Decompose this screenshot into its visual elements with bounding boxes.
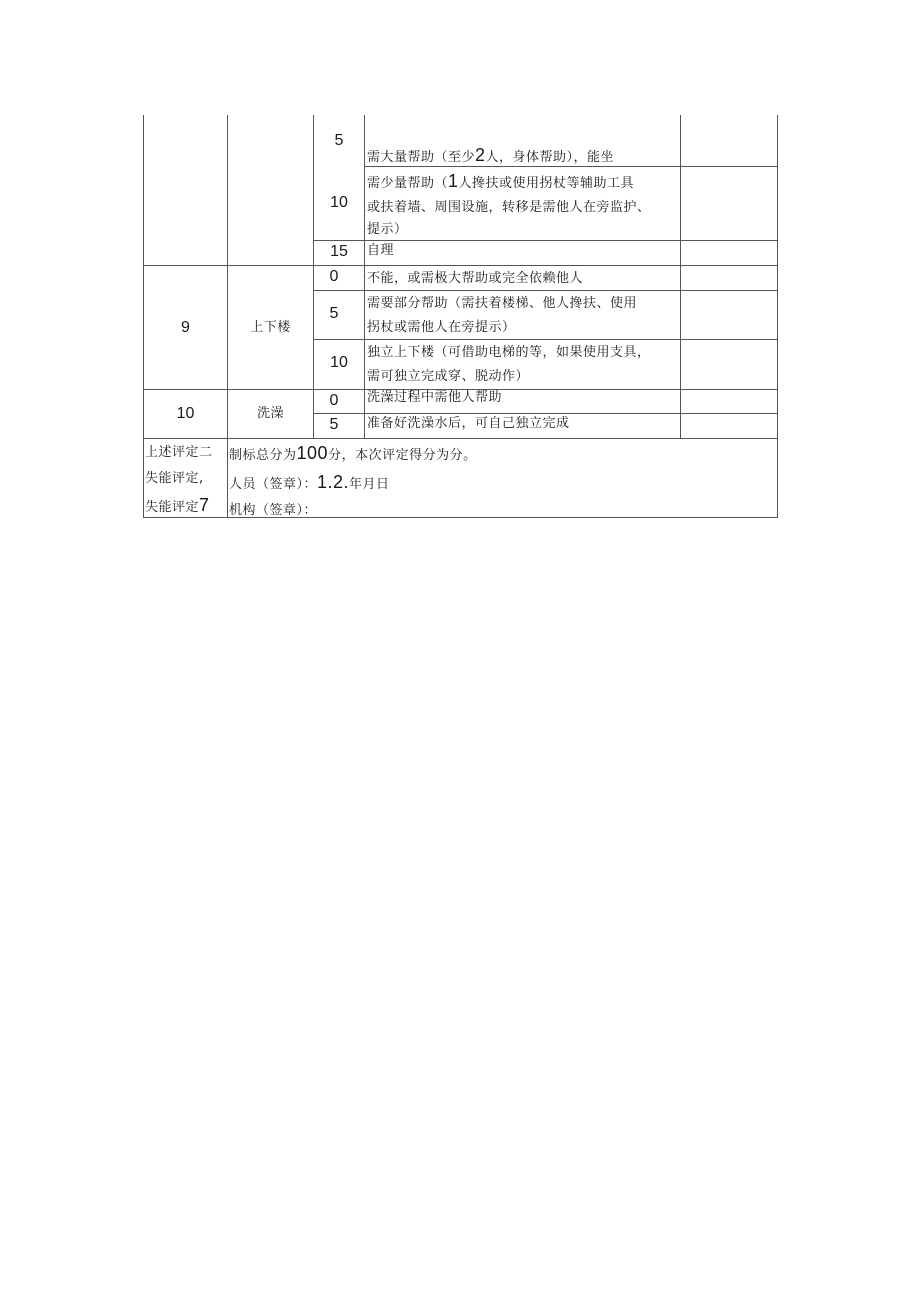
description-cell [367, 341, 651, 389]
score-cell: 15 [330, 243, 348, 260]
footer-text: 分，本次评定得分为分。 [328, 448, 477, 463]
description-cell [367, 143, 614, 170]
footer-left-line: 上述评定二 [145, 445, 213, 460]
footer-right-text [229, 440, 477, 524]
score-cell: 0 [329, 268, 339, 285]
score-cell: 5 [329, 305, 339, 322]
description-text: 拐杖或需他人在旁提示） [367, 320, 516, 335]
score-cell: 10 [330, 194, 348, 211]
description-text: 需大量帮助（至少 [367, 150, 476, 165]
row-divider [143, 438, 777, 439]
footer-text: 人员（签章）： [229, 477, 318, 492]
footer-number: 100 [296, 443, 329, 463]
footer-left-text [145, 440, 213, 521]
item-number: 9 [181, 318, 190, 336]
score-cell: 5 [329, 416, 339, 433]
item-name: 洗澡 [256, 406, 284, 421]
description-text: 需可独立完成穿、脱动作） [367, 369, 530, 384]
description-text: 人搀扶或使用拐杖等辅助工具 [458, 176, 635, 191]
item-name: 上下楼 [250, 319, 291, 335]
score-cell: 5 [334, 132, 344, 149]
description-text: 需要部分帮助（需扶着楼梯、他人搀扶、使用 [367, 296, 638, 311]
column-divider [680, 115, 681, 438]
description-number: 2 [475, 145, 486, 165]
item-number: 10 [176, 405, 195, 422]
footer-text: 机构（签章）： [229, 503, 318, 518]
footer-text: 年月日 [349, 477, 390, 492]
footer-text: 制标总分为 [229, 448, 297, 463]
description-text: 或扶着墙、周围设施，转移是需他人在旁监护、 [367, 200, 651, 215]
footer-left-number: 7 [199, 495, 210, 515]
score-cell: 10 [330, 354, 348, 371]
table-right-border [777, 115, 778, 518]
description-number: 1 [448, 171, 459, 191]
description-text: 提示） [367, 222, 408, 237]
footer-number: 1.2. [317, 472, 350, 492]
description-cell: 自理 [367, 243, 395, 258]
footer-left-line: 失能评定, [145, 471, 204, 486]
description-cell: 准备好洗澡水后，可自己独立完成 [367, 416, 570, 431]
description-cell [367, 292, 637, 340]
description-text: 人，身体帮助），能坐 [485, 150, 615, 165]
description-cell: 洗澡过程中需他人帮助 [367, 390, 503, 405]
description-text: 独立上下楼（可借助电梯的等，如果使用支具， [367, 345, 651, 360]
description-cell: 不能，或需极大帮助或完全依赖他人 [367, 271, 584, 286]
description-text: 需少量帮助（ [367, 176, 449, 191]
description-cell [367, 169, 651, 240]
column-divider [364, 115, 365, 438]
footer-left-line: 失能评定 [145, 500, 200, 515]
score-cell: 0 [329, 392, 339, 409]
